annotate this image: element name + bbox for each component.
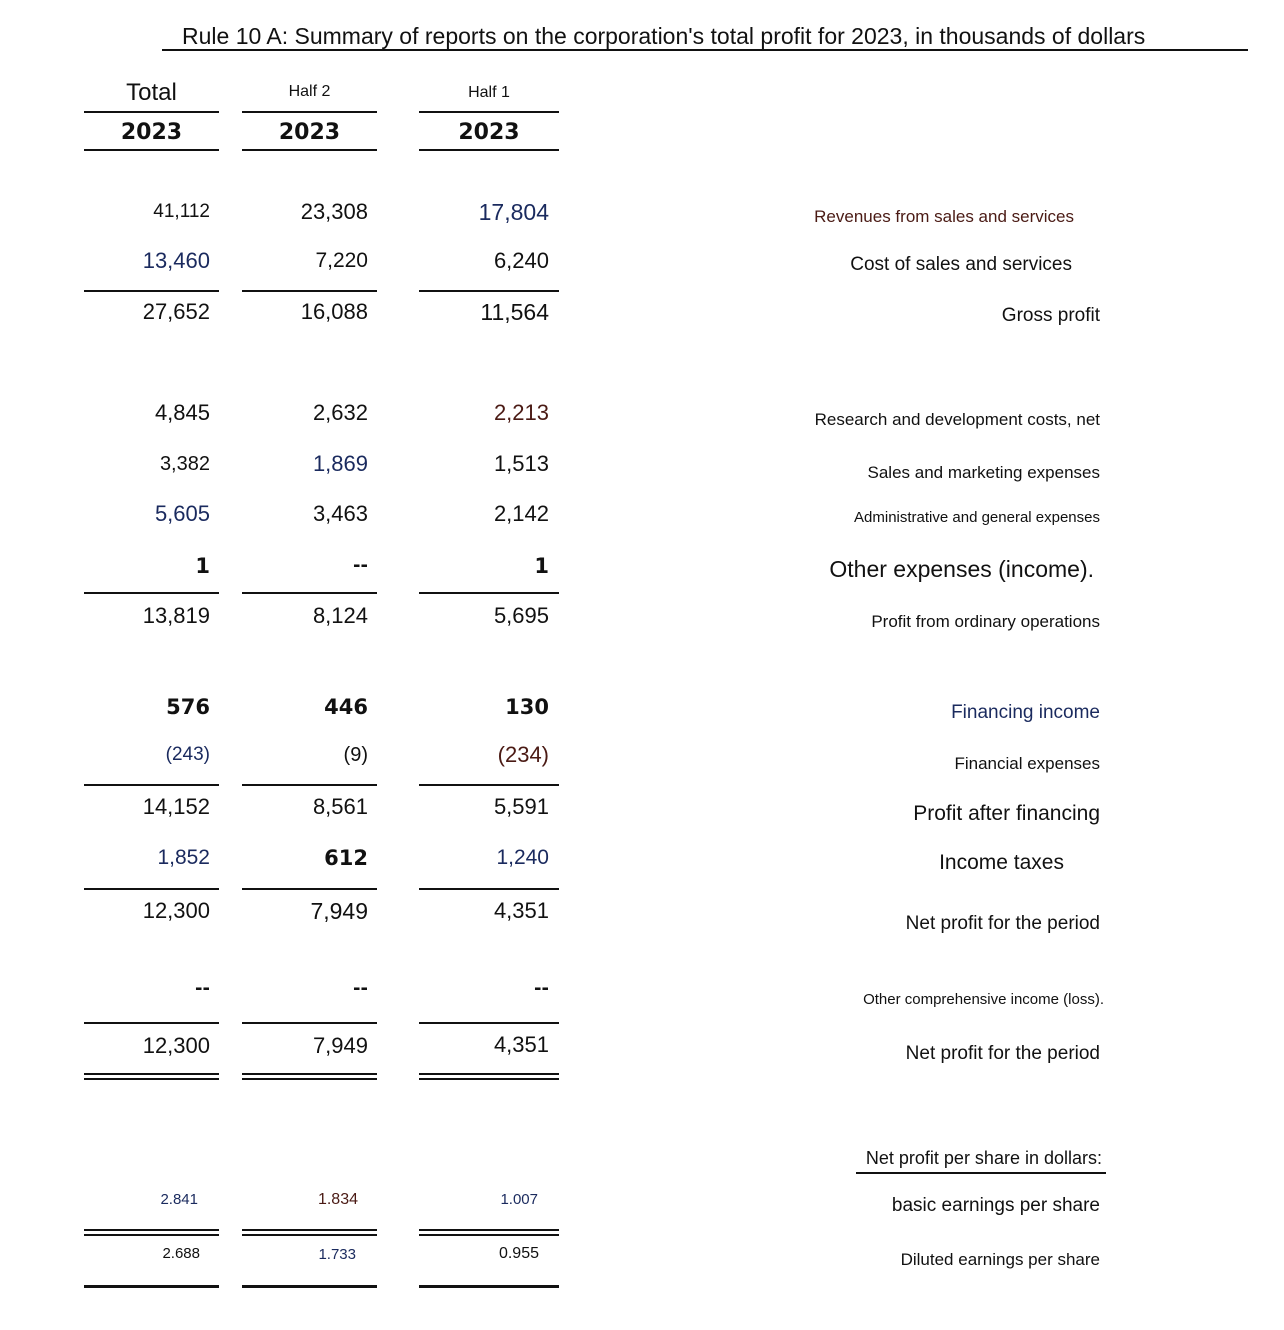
bottom-rule	[242, 1285, 377, 1288]
sum-rule	[84, 888, 219, 890]
row-label: Financing income	[951, 702, 1100, 723]
cell-half1: 17,804	[478, 199, 549, 225]
row-label: Cost of sales and services	[850, 254, 1072, 275]
cell-half2: 612	[324, 846, 368, 870]
cell-total: (243)	[165, 744, 210, 765]
cell-half1: 2,213	[493, 400, 549, 425]
row-label: Other comprehensive income (loss).	[863, 991, 1104, 1008]
column-year-half1: 2023	[458, 120, 520, 145]
sum-rule	[242, 592, 377, 594]
double-rule	[84, 1229, 219, 1236]
row-label: Profit from ordinary operations	[871, 612, 1100, 631]
double-rule	[242, 1073, 377, 1080]
column-header-half1: Half 1	[468, 84, 510, 101]
sum-rule	[84, 784, 219, 786]
row-label: Gross profit	[1001, 305, 1100, 326]
sum-rule	[419, 290, 559, 292]
cell-half1: 5,591	[493, 794, 549, 819]
sum-rule	[84, 290, 219, 292]
cell-half1: 130	[505, 695, 549, 719]
cell-total: 4,845	[154, 400, 210, 425]
cell-half1: 1,240	[496, 846, 549, 869]
cell-half1: 1	[534, 554, 549, 578]
cell-half2: 16,088	[300, 299, 368, 324]
sum-rule	[242, 290, 377, 292]
cell-half2: --	[353, 978, 368, 999]
cell-half2: 446	[324, 695, 368, 719]
cell-half2: 1,869	[312, 451, 368, 476]
sum-rule	[419, 784, 559, 786]
cell-half1: (234)	[497, 742, 549, 767]
sum-rule	[84, 592, 219, 594]
cell-half2: 3,463	[312, 501, 368, 526]
cell-half1: 5,695	[493, 603, 549, 628]
cell-half1: 0.955	[498, 1245, 539, 1262]
cell-half1: 6,240	[493, 248, 549, 273]
row-label: Income taxes	[939, 851, 1064, 874]
cell-half1: 4,351	[493, 1032, 549, 1057]
cell-half2: 1.834	[317, 1191, 358, 1208]
title-underline	[162, 49, 1248, 51]
cell-total: 5,605	[154, 501, 210, 526]
sum-rule	[242, 1022, 377, 1024]
bottom-rule	[84, 1285, 219, 1288]
double-rule	[419, 1073, 559, 1080]
heading-underline	[856, 1172, 1106, 1174]
row-label: Profit after financing	[913, 802, 1100, 825]
cell-total: 1	[195, 554, 210, 578]
cell-half2: 1.733	[318, 1246, 356, 1263]
sum-rule	[419, 888, 559, 890]
sum-rule	[419, 1022, 559, 1024]
cell-total: 2.841	[160, 1191, 198, 1208]
cell-half1: --	[534, 978, 549, 999]
header-rule	[84, 149, 219, 151]
header-rule	[242, 149, 377, 151]
cell-half2: 8,561	[312, 794, 368, 819]
cell-half1: 11,564	[480, 299, 549, 325]
cell-half1: 2,142	[493, 501, 549, 526]
row-label: Other expenses (income).	[829, 556, 1094, 582]
cell-half2: (9)	[343, 744, 368, 766]
cell-half2: 7,220	[315, 249, 368, 272]
section-heading-per-share: Net profit per share in dollars:	[865, 1148, 1102, 1168]
cell-half1: 1,513	[493, 451, 549, 476]
cell-total: 576	[166, 695, 210, 719]
cell-total: 14,152	[142, 794, 210, 819]
cell-total: 41,112	[153, 201, 210, 222]
cell-half1: 1.007	[500, 1191, 538, 1208]
cell-total: 3,382	[159, 453, 210, 475]
report-title: Rule 10 A: Summary of reports on the corporation's total profit for 2023, in thousands of dollars	[182, 23, 1146, 49]
row-label: Financial expenses	[954, 754, 1100, 773]
cell-half1: 4,351	[493, 898, 549, 923]
row-label: Revenues from sales and services	[814, 207, 1074, 226]
bottom-rule	[419, 1285, 559, 1288]
double-rule	[242, 1229, 377, 1236]
cell-half2: 8,124	[312, 603, 368, 628]
sum-rule	[242, 888, 377, 890]
cell-total: --	[195, 978, 210, 999]
sum-rule	[242, 784, 377, 786]
row-label: basic earnings per share	[891, 1195, 1100, 1216]
cell-half2: 7,949	[312, 1033, 368, 1058]
header-rule	[419, 149, 559, 151]
double-rule	[419, 1229, 559, 1236]
cell-total: 1,852	[157, 846, 210, 869]
cell-half2: 23,308	[300, 199, 368, 224]
column-year-half2: 2023	[278, 120, 341, 145]
row-label: Net profit for the period	[905, 1043, 1100, 1064]
cell-total: 12,300	[142, 898, 210, 923]
column-header-total: Total	[126, 79, 177, 106]
cell-half2: 7,949	[310, 898, 368, 924]
row-label: Sales and marketing expenses	[867, 463, 1100, 482]
sum-rule	[84, 1022, 219, 1024]
cell-total: 13,819	[142, 603, 210, 628]
cell-total: 12,300	[142, 1033, 210, 1058]
header-rule	[419, 111, 559, 113]
cell-half2: --	[353, 555, 368, 576]
cell-total: 2.688	[162, 1245, 200, 1262]
column-header-half2: Half 2	[288, 83, 331, 100]
cell-total: 27,652	[142, 299, 210, 324]
header-rule	[84, 111, 219, 113]
cell-half2: 2,632	[312, 400, 368, 425]
column-year-total: 2023	[120, 120, 183, 145]
row-label: Diluted earnings per share	[900, 1250, 1100, 1269]
row-label: Net profit for the period	[905, 913, 1100, 934]
row-label: Research and development costs, net	[814, 410, 1100, 429]
sum-rule	[419, 592, 559, 594]
cell-total: 13,460	[142, 248, 210, 273]
row-label: Administrative and general expenses	[854, 509, 1100, 526]
double-rule	[84, 1073, 219, 1080]
header-rule	[242, 111, 377, 113]
